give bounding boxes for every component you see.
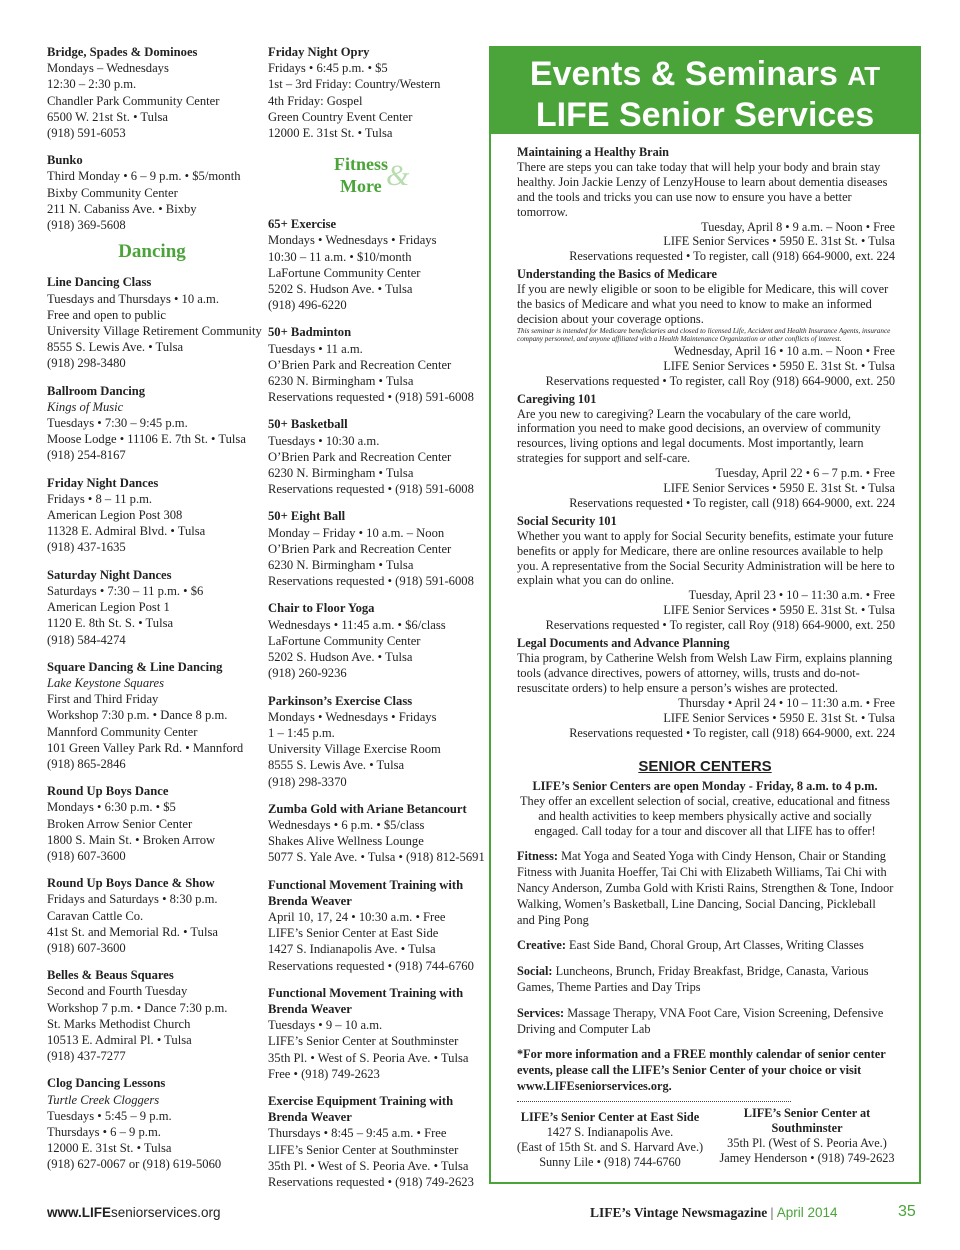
listing-line: O’Brien Park and Recreation Center <box>268 449 452 464</box>
listing-line: 12:30 – 2:30 p.m. <box>47 77 137 92</box>
listing-line: LIFE’s Senior Center at East Side <box>268 926 439 941</box>
event-detail: LIFE Senior Services • 5950 E. 31st St. • Tulsa <box>663 358 895 373</box>
event-detail: LIFE Senior Services • 5950 E. 31st St. • Tulsa <box>663 234 895 249</box>
listing-line: (918) 584-4274 <box>47 632 126 647</box>
listing-line: Chandler Park Community Center <box>47 93 220 108</box>
listing-title: Chair to Floor Yoga <box>268 601 375 616</box>
senior-centers-intro: They offer an excellent selection of social, creative, educational and fitness and health activities to keep members physically active and socially engaged. Call today for a tour and discover all that LIFE has to offer! <box>520 794 890 839</box>
listing-line: 8555 S. Lewis Ave. • Tulsa <box>47 340 184 355</box>
fitness-listings <box>268 216 485 1190</box>
event-detail: LIFE Senior Services • 5950 E. 31st St. • Tulsa <box>663 603 895 618</box>
service-text: Mat Yoga and Seated Yoga with Cindy Henson, Chair or Standing Fitness with Juanita Hoeffer, Tai Chi with Elizabeth Williams, Tai Chi with Nancy Anderson, Zumba Gold with Kristi Rains, Strengthen & Tone, Indoor Walking, Women’s Basketball, Line Dancing, Social Dancing, Pickleball and Ping Pong <box>517 849 894 927</box>
event-description: Whether you want to apply for Social Security benefits, estimate your future benefits or apply for Medicare, there are online resources available to help you. A representative from the Social Security Administration will be here to explain what you can do online. <box>517 528 895 588</box>
banner-at: AT <box>847 61 881 91</box>
listing-line: April 10, 17, 24 • 10:30 a.m. • Free <box>268 909 446 924</box>
listing-line: Tuesdays • 5:45 – 9 p.m. <box>47 1108 172 1123</box>
listing-line: University Village Exercise Room <box>268 742 441 757</box>
listing-line: Reservations requested • (918) 744-6760 <box>268 958 474 973</box>
listing-line: (918) 254-8167 <box>47 448 126 463</box>
listing-line: LaFortune Community Center <box>268 265 421 280</box>
listing-line: O’Brien Park and Recreation Center <box>268 357 452 372</box>
event-detail: LIFE Senior Services • 5950 E. 31st St. • Tulsa <box>663 710 895 725</box>
listing-line: 1800 S. Main St. • Broken Arrow <box>47 832 216 847</box>
listing-line: First and Third Friday <box>47 692 159 707</box>
listing-line: Thursdays • 6 – 9 p.m. <box>47 1124 161 1139</box>
listing-line: Tuesdays • 10:30 a.m. <box>268 433 380 448</box>
listing-title: Saturday Night Dances <box>47 567 172 582</box>
event-detail: Reservations requested • To register, call (918) 664-9000, ext. 224 <box>569 725 895 740</box>
listing <box>268 877 478 974</box>
listing-title: Belles & Beaus Squares <box>47 968 174 983</box>
senior-centers-heading: SENIOR CENTERS <box>638 758 772 776</box>
service-label: Social: <box>517 964 553 979</box>
listing-line: Wednesdays • 11:45 a.m. • $6/class <box>268 617 446 632</box>
listing-line: Saturdays • 7:30 – 11 p.m. • $6 <box>47 583 204 598</box>
listing-line: 10:30 – 11 a.m. • $10/month <box>268 249 412 264</box>
listing-line: 12000 E. 31st St. • Tulsa <box>47 1141 172 1156</box>
event-detail: Tuesday, April 8 • 9 a.m. – Noon • Free <box>701 219 895 234</box>
event <box>491 267 919 388</box>
page-number: 35 <box>898 1203 916 1220</box>
listing-line: Second and Fourth Tuesday <box>47 984 188 999</box>
listing-line: 6230 N. Birmingham • Tulsa <box>268 374 414 389</box>
listing-line: Tuesdays and Thursdays • 10 a.m. <box>47 291 219 306</box>
service-text: Luncheons, Brunch, Friday Breakfast, Bridge, Canasta, Various Games, Theme Parties and Day Trips <box>517 964 869 995</box>
listing-line: Caravan Cattle Co. <box>47 908 144 923</box>
listing-line: (918) 607-3600 <box>47 848 126 863</box>
service-label: Creative: <box>517 938 566 953</box>
event-description: Are you new to caregiving? Learn the vocabulary of the care world, information you need to make good decisions, an overview of community resources, living options and legal documents. Most importantly, learn strategies for support and self-care. <box>517 406 881 466</box>
listing-line: (918) 369-5608 <box>47 218 126 233</box>
listing-title: 50+ Basketball <box>268 417 348 432</box>
listing-group: Lake Keystone Squares <box>47 675 165 690</box>
listing-title: Zumba Gold with Ariane Betancourt <box>268 801 467 816</box>
event-detail: LIFE Senior Services • 5950 E. 31st St. • Tulsa <box>663 481 895 496</box>
listing-line: Mannford Community Center <box>47 724 198 739</box>
senior-centers-hours: LIFE’s Senior Centers are open Monday - Friday, 8 a.m. to 4 p.m. <box>532 779 878 794</box>
location-southminster <box>707 1106 907 1166</box>
listing-line: (918) 591-6053 <box>47 126 126 141</box>
listing <box>268 44 478 141</box>
listing <box>268 324 478 405</box>
listing <box>47 383 257 464</box>
listing-line: (918) 260-9236 <box>268 666 347 681</box>
service-text: Massage Therapy, VNA Foot Care, Vision Screening, Defensive Driving and Computer Lab <box>517 1005 884 1036</box>
listing <box>47 783 257 864</box>
listing-line: St. Marks Methodist Church <box>47 1016 191 1031</box>
listing-line: 6230 N. Birmingham • Tulsa <box>268 558 414 573</box>
fitness-more-heading <box>268 152 478 216</box>
listing-title: Functional Movement Training with Brenda Weaver <box>268 877 464 908</box>
calendar-note: *For more information and a FREE monthly calendar of senior center events, please call the LIFE’s Senior Center of your choice or visit www.LIFEseniorservices.org. <box>517 1047 886 1093</box>
listing-title: Clog Dancing Lessons <box>47 1076 166 1091</box>
center-locations <box>491 1102 919 1172</box>
listing-line: Fridays • 6:45 p.m. • $5 <box>268 61 388 76</box>
listing-line: Green Country Event Center <box>268 109 413 124</box>
listing-line: Free • (918) 749-2623 <box>268 1066 380 1081</box>
listing-line: Reservations requested • (918) 591-6008 <box>268 482 474 497</box>
listing-line: Tuesdays • 11 a.m. <box>268 341 363 356</box>
service-label: Services: <box>517 1005 565 1020</box>
listing-line: Mondays • 6:30 p.m. • $5 <box>47 800 176 815</box>
listing-line: 1st – 3rd Friday: Country/Western <box>268 77 441 92</box>
listing-line: Mondays • Wednesdays • Fridays <box>268 709 437 724</box>
listing <box>47 44 257 141</box>
event <box>491 514 919 633</box>
listing-line: 6230 N. Birmingham • Tulsa <box>268 466 414 481</box>
banner-subtitle: LIFE Senior Services <box>535 96 875 134</box>
location-line: 1427 S. Indianapolis Ave. <box>546 1124 674 1139</box>
event <box>491 636 919 740</box>
col1-top-listings <box>47 44 257 233</box>
listing-title: Friday Night Dances <box>47 475 159 490</box>
listing-line: (918) 437-1635 <box>47 540 126 555</box>
listing-line: American Legion Post 1 <box>47 600 170 615</box>
event-disclaimer: This seminar is intended for Medicare beneficiaries and closed to licensed Life, Accident and Health Insurance Agents, insurance company personnel, and anyone affiliated with a Health Maintenance Organization or other conflicts of interest. <box>517 326 891 344</box>
location-line: 35th Pl. (West of S. Peoria Ave.) <box>727 1135 887 1150</box>
event <box>491 392 919 511</box>
listing-line: LIFE’s Senior Center at Southminster <box>268 1034 459 1049</box>
location-name: LIFE’s Senior Center at <box>743 1105 871 1120</box>
event-description: If you are newly eligible or soon to be eligible for Medicare, this will cover the basics of Medicare and what you need to know to make an informed decision about your coverage options. <box>517 282 889 326</box>
listing-line: Reservations requested • (918) 749-2623 <box>268 1174 474 1189</box>
left-column <box>47 44 262 1184</box>
event-title: Understanding the Basics of Medicare <box>517 267 717 282</box>
service-category <box>491 964 919 996</box>
listing-line: (918) 496-6220 <box>268 298 347 313</box>
listing-line: University Village Retirement Community <box>47 324 262 339</box>
location-east-side <box>505 1110 715 1170</box>
listing-line: (918) 298-3480 <box>47 356 126 371</box>
ampersand-glyph: & <box>386 159 410 193</box>
listing-line: 35th Pl. • West of S. Peoria Ave. • Tulsa <box>268 1050 469 1065</box>
listing-line: Wednesdays • 6 p.m. • $5/class <box>268 817 425 832</box>
listing <box>47 967 257 1064</box>
listing-title: Square Dancing & Line Dancing <box>47 659 223 674</box>
listing-line: Reservations requested • (918) 591-6008 <box>268 574 474 589</box>
listing-line: 11328 E. Admiral Blvd. • Tulsa <box>47 524 206 539</box>
location-line: (East of 15th St. and S. Harvard Ave.) <box>516 1139 704 1154</box>
listing-line: (918) 298-3370 <box>268 774 347 789</box>
listing-line: Mondays – Wednesdays <box>47 61 169 76</box>
dancing-heading: Dancing <box>118 241 186 263</box>
col2-top-listings <box>268 44 478 141</box>
events-banner <box>491 48 919 134</box>
listing-line: 211 N. Cabaniss Ave. • Bixby <box>47 201 197 216</box>
banner-title: Events & Seminars <box>529 55 838 93</box>
listing-line: 8555 S. Lewis Ave. • Tulsa <box>268 758 405 773</box>
listing-line: Thursdays • 8:45 – 9:45 a.m. • Free <box>268 1126 447 1141</box>
listing-line: (918) 607-3600 <box>47 940 126 955</box>
event-title: Legal Documents and Advance Planning <box>517 636 730 651</box>
listing-line: Free and open to public <box>47 307 166 322</box>
listing-line: Workshop 7 p.m. • Dance 7:30 p.m. <box>47 1000 228 1015</box>
location-name-2: Southminster <box>771 1120 843 1135</box>
event-description: Thia program, by Catherine Welsh from Welsh Law Firm, explains planning tools (advance directives, powers of attorney, wills, trusts and do-not-resuscitate orders) to help ensure a person’s wishes are protected. <box>517 651 893 695</box>
listing-line: 1427 S. Indianapolis Ave. • Tulsa <box>268 942 436 957</box>
listing-line: (918) 865-2846 <box>47 756 126 771</box>
event-description: There are steps you can take today that will help your body and brain stay healthy. Join Jackie Lenzy of LenzyHouse to learn about dementia diseases and the tools and tricks you can use now to ensure you have a better tomorrow. <box>517 159 888 219</box>
footer-url[interactable]: www.LIFEseniorservices.org <box>47 1205 221 1220</box>
listing-line: 41st St. and Memorial Rd. • Tulsa <box>47 924 218 939</box>
listing-title: 50+ Badminton <box>268 325 352 340</box>
event-detail: Wednesday, April 16 • 10 a.m. – Noon • Free <box>673 343 895 358</box>
service-category <box>491 849 919 928</box>
listing-title: 50+ Eight Ball <box>268 509 346 524</box>
listing-title: Exercise Equipment Training with Brenda Weaver <box>268 1093 454 1125</box>
event-list <box>491 134 919 740</box>
listing-line: (918) 437-7277 <box>47 1049 126 1064</box>
listing-line: Bixby Community Center <box>47 185 178 200</box>
listing-title: Parkinson’s Exercise Class <box>268 693 413 708</box>
listing <box>47 659 257 772</box>
fitness-word: Fitness <box>334 154 388 175</box>
magazine-name: LIFE’s Vintage Newsmagazine <box>590 1205 768 1220</box>
listing-line: Third Monday • 6 – 9 p.m. • $5/month <box>47 169 241 184</box>
listing-line: American Legion Post 308 <box>47 508 183 523</box>
listing-line: Broken Arrow Senior Center <box>47 816 193 831</box>
listing-title: Functional Movement Training with Brenda Weaver <box>268 985 464 1016</box>
listing-title: Bunko <box>47 153 83 168</box>
service-category <box>491 938 919 954</box>
listing-line: 4th Friday: Gospel <box>268 93 363 108</box>
listing-line: 5077 S. Yale Ave. • Tulsa • (918) 812-5691 <box>268 850 485 865</box>
listing-title: Round Up Boys Dance & Show <box>47 876 215 891</box>
listing-line: 101 Green Valley Park Rd. • Mannford <box>47 740 244 755</box>
issue-month: April 2014 <box>776 1205 838 1220</box>
listing-line: Fridays • 8 – 11 p.m. <box>47 491 153 506</box>
listing-line: Monday – Friday • 10 a.m. – Noon <box>268 525 445 540</box>
middle-column <box>268 44 485 1201</box>
listing <box>268 216 478 313</box>
footer-magazine <box>590 1205 838 1221</box>
location-line: Sunny Lile • (918) 744-6760 <box>539 1154 681 1169</box>
event-title: Caregiving 101 <box>517 391 597 406</box>
listing-line: Fridays and Saturdays • 8:30 p.m. <box>47 892 218 907</box>
listing-title: Line Dancing Class <box>47 275 152 290</box>
listing <box>268 600 478 681</box>
listing-line: Tuesdays • 9 – 10 a.m. <box>268 1018 383 1033</box>
service-category <box>491 1006 919 1038</box>
listing <box>268 508 478 589</box>
event-title: Social Security 101 <box>517 513 617 528</box>
listing-line: Workshop 7:30 p.m. • Dance 8 p.m. <box>47 708 228 723</box>
listing <box>268 985 478 1082</box>
event-detail: Tuesday, April 22 • 6 – 7 p.m. • Free <box>715 466 895 481</box>
event-detail: Reservations requested • To register, call (918) 664-9000, ext. 224 <box>569 249 895 264</box>
listing-title: Round Up Boys Dance <box>47 784 169 799</box>
event-detail: Thursday • April 24 • 10 – 11:30 a.m. • Free <box>678 695 895 710</box>
service-label: Fitness: <box>517 849 558 864</box>
events-seminars-box <box>489 46 921 1184</box>
listing <box>268 801 485 866</box>
listing-line: Moose Lodge • 11106 E. 7th St. • Tulsa <box>47 432 246 447</box>
location-name: LIFE’s Senior Center at East Side <box>520 1109 700 1124</box>
listing-line: 10513 E. Admiral Pl. • Tulsa <box>47 1032 192 1047</box>
listing <box>268 416 478 497</box>
event-detail: Reservations requested • To register, call Roy (918) 664-9000, ext. 250 <box>545 618 895 633</box>
listing-line: 5202 S. Hudson Ave. • Tulsa <box>268 650 413 665</box>
listing-line: 35th Pl. • West of S. Peoria Ave. • Tulsa <box>268 1158 469 1173</box>
services-list <box>491 849 919 1037</box>
listing-title: Bridge, Spades & Dominoes <box>47 45 198 59</box>
event-title: Maintaining a Healthy Brain <box>517 145 670 159</box>
listing-title: Ballroom Dancing <box>47 383 146 398</box>
listing <box>47 274 262 371</box>
event <box>491 145 919 264</box>
listing-line: O’Brien Park and Recreation Center <box>268 541 452 556</box>
footer-separator: | <box>770 1205 774 1220</box>
listing-line: LaFortune Community Center <box>268 633 421 648</box>
listing-title: 65+ Exercise <box>268 217 337 232</box>
listing <box>268 693 478 790</box>
listing-line: LIFE’s Senior Center at Southminster <box>268 1142 459 1157</box>
event-detail: Reservations requested • To register, call (918) 664-9000, ext. 224 <box>569 495 895 510</box>
listing <box>47 1075 257 1172</box>
event-detail: Tuesday, April 23 • 10 – 11:30 a.m. • Free <box>688 588 895 603</box>
service-text: East Side Band, Choral Group, Art Classes, Writing Classes <box>569 938 864 953</box>
listing-line: Reservations requested • (918) 591-6008 <box>268 390 474 405</box>
listing-line: 1120 E. 8th St. S. • Tulsa <box>47 616 174 631</box>
listing-group: Kings of Music <box>47 399 124 414</box>
listing <box>47 475 257 556</box>
more-word: More <box>340 176 382 197</box>
listing-line: 12000 E. 31st St. • Tulsa <box>268 126 393 141</box>
listing <box>47 152 257 233</box>
listing-line: Tuesdays • 7:30 – 9:45 p.m. <box>47 416 188 431</box>
dancing-listings <box>47 274 262 1172</box>
listing-line: (918) 627-0067 or (918) 619-5060 <box>47 1157 222 1172</box>
listing-group: Turtle Creek Cloggers <box>47 1092 160 1107</box>
listing-title: Friday Night Opry <box>268 45 370 59</box>
listing <box>268 1093 478 1190</box>
event-detail: Reservations requested • To register, call Roy (918) 664-9000, ext. 250 <box>545 373 895 388</box>
listing <box>47 875 257 956</box>
listing-line: Mondays • Wednesdays • Fridays <box>268 233 437 248</box>
listing <box>47 567 257 648</box>
listing-line: 6500 W. 21st St. • Tulsa <box>47 109 168 124</box>
listing-line: 5202 S. Hudson Ave. • Tulsa <box>268 282 413 297</box>
location-line: Jamey Henderson • (918) 749-2623 <box>719 1150 895 1165</box>
listing-line: Shakes Alive Wellness Lounge <box>268 834 424 849</box>
listing-line: 1 – 1:45 p.m. <box>268 725 335 740</box>
